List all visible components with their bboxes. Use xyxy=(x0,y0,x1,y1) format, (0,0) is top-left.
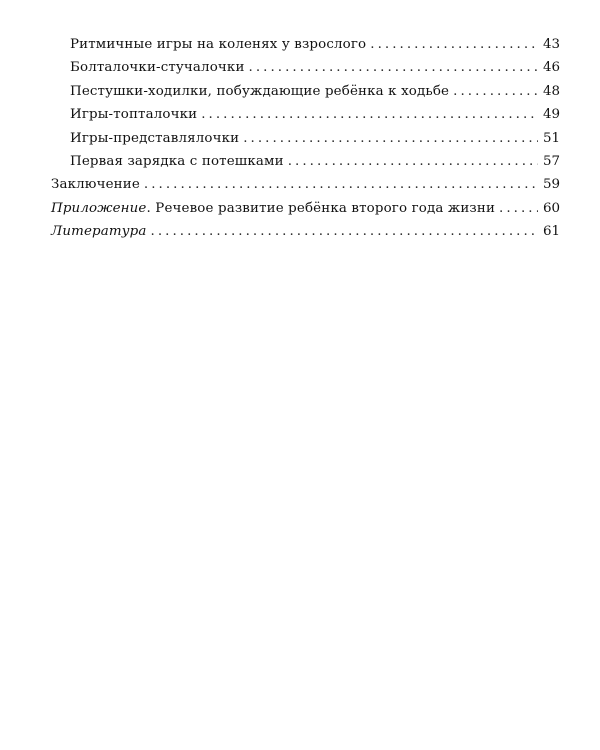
toc-entry-title-rest: . Речевое развитие ребёнка второго года жизни xyxy=(146,200,496,216)
toc-entry-page: 60 xyxy=(542,200,560,216)
toc-entry xyxy=(51,197,560,220)
toc-entry-title: Первая зарядка с потешками xyxy=(70,153,284,169)
toc-entry xyxy=(51,127,560,150)
toc-entry xyxy=(51,220,560,243)
leader-dots xyxy=(370,33,538,56)
leader-dots xyxy=(151,220,538,243)
toc-entry xyxy=(51,103,560,126)
toc-entry xyxy=(51,150,560,173)
toc-entry-title: Игры-топталочки xyxy=(70,107,198,123)
leader-dots xyxy=(453,80,538,103)
toc-entry-title xyxy=(51,197,495,220)
toc-entry-page: 59 xyxy=(542,177,560,193)
toc-entry-title: Пестушки-ходилки, побуждающие ребёнка к ходьбе xyxy=(70,83,450,99)
toc-entry xyxy=(51,56,560,79)
toc-entry-title: Заключение xyxy=(51,177,140,193)
leader-dots xyxy=(288,150,538,173)
toc-entry-page: 49 xyxy=(542,107,560,123)
toc-entry-page: 61 xyxy=(542,224,560,240)
leader-dots xyxy=(144,173,538,196)
toc-entry xyxy=(51,33,560,56)
toc-entry-page: 46 xyxy=(542,60,560,76)
toc-entry-title-italic: Приложение xyxy=(51,200,147,216)
leader-dots xyxy=(249,56,538,79)
toc-entry-page: 48 xyxy=(542,83,560,99)
leader-dots xyxy=(201,103,538,126)
toc-entry-page: 51 xyxy=(542,130,560,146)
table-of-contents xyxy=(51,33,560,244)
toc-entry-title: Болталочки-стучалочки xyxy=(70,60,245,76)
toc-entry-page: 43 xyxy=(542,37,560,52)
toc-entry-page: 57 xyxy=(542,153,560,169)
toc-entry xyxy=(51,173,560,196)
toc-entry-title: Игры-представлялочки xyxy=(70,130,240,146)
toc-entry-title xyxy=(51,220,147,243)
leader-dots xyxy=(243,127,538,150)
toc-entry-title-italic: Литература xyxy=(51,224,147,240)
toc-entry-title: Ритмичные игры на коленях у взрослого xyxy=(70,37,367,52)
leader-dots xyxy=(499,197,538,220)
toc-entry xyxy=(51,80,560,103)
